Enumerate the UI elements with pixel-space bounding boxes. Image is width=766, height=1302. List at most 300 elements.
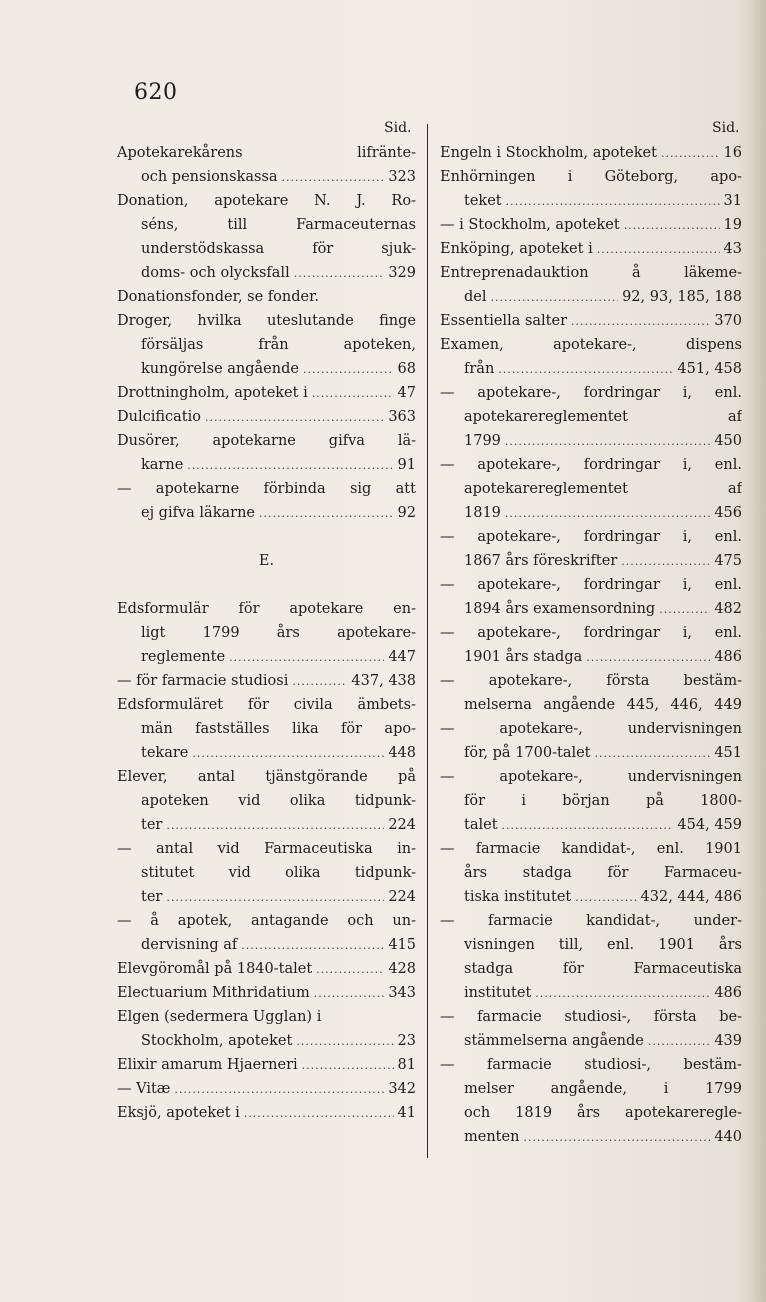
page-reference: 482 xyxy=(714,601,742,617)
entry-word: farmacie xyxy=(487,913,553,929)
entry-word: fordringar xyxy=(583,457,660,473)
entry-word: angående xyxy=(543,697,616,713)
index-entry-line xyxy=(440,669,742,693)
entry-word: fordringar xyxy=(583,577,660,593)
leader-dots xyxy=(303,358,394,381)
entry-word: och xyxy=(464,1105,491,1121)
page-spine-shadow xyxy=(752,0,766,1302)
entry-word: apotekarereglementet xyxy=(464,481,628,497)
entry-word: apo- xyxy=(710,169,742,185)
entry-text: Eksjö, apoteket i xyxy=(117,1105,240,1121)
entry-text: 1819 xyxy=(464,505,501,521)
entry-word: fastställes xyxy=(195,721,270,737)
index-entry-line xyxy=(440,333,742,357)
entry-word: séns, xyxy=(141,217,179,233)
page-reference: 447 xyxy=(388,649,416,665)
index-entry-line xyxy=(440,885,742,909)
page-reference: 428 xyxy=(388,961,416,977)
index-entry-line xyxy=(117,933,416,957)
entry-word: i xyxy=(567,169,573,185)
entry-word: apoteken, xyxy=(343,337,416,353)
entry-word: — xyxy=(117,841,132,857)
index-entry-line xyxy=(117,693,416,717)
page-reference: 41 xyxy=(397,1105,416,1121)
leader-dots xyxy=(229,646,384,669)
entry-word: studiosi-, xyxy=(564,1009,632,1025)
entry-word: in- xyxy=(397,841,416,857)
entry-word: för xyxy=(312,241,334,257)
entry-text: 1901 års stadga xyxy=(464,649,583,665)
entry-word: melser xyxy=(464,1081,514,1097)
index-entry-line xyxy=(117,813,416,837)
index-entry-line xyxy=(440,165,742,189)
index-entry-line xyxy=(440,741,742,765)
entry-word: farmacie xyxy=(477,1009,542,1025)
index-entry-line xyxy=(440,309,742,333)
index-entry-line xyxy=(117,957,416,981)
entry-word: män xyxy=(141,721,173,737)
entry-word: 446, xyxy=(670,697,703,713)
index-entry-line xyxy=(117,453,416,477)
entry-text: Electuarium Mithridatium xyxy=(117,985,310,1001)
entry-word: enl. xyxy=(714,529,742,545)
index-entry-line xyxy=(440,1125,742,1149)
entry-text: Enköping, apoteket i xyxy=(440,241,593,257)
entry-word: fordringar xyxy=(583,625,660,641)
entry-word: för xyxy=(464,793,486,809)
entry-word: apoteken xyxy=(141,793,209,809)
leader-dots xyxy=(294,262,385,285)
leader-dots xyxy=(595,742,711,765)
entry-word: kandidat-, xyxy=(586,913,661,929)
entry-word: vid xyxy=(217,841,240,857)
entry-word: i, xyxy=(682,577,692,593)
entry-word: Examen, xyxy=(440,337,504,353)
entry-word: Ro- xyxy=(391,193,416,209)
entry-word: apotekarne xyxy=(212,433,296,449)
entry-word: bestäm- xyxy=(683,673,742,689)
index-entry-line xyxy=(117,357,416,381)
entry-word: af xyxy=(727,481,742,497)
entry-word: apotekare xyxy=(289,601,364,617)
entry-text: 1867 års föreskrifter xyxy=(464,553,618,569)
leader-dots xyxy=(312,382,394,405)
index-entry-line xyxy=(440,765,742,789)
leader-dots xyxy=(498,358,673,381)
leader-dots xyxy=(659,598,710,621)
entry-word: — xyxy=(440,913,455,929)
leader-dots xyxy=(661,142,720,165)
index-entry-line xyxy=(440,141,742,165)
entry-word: en- xyxy=(393,601,416,617)
index-entry-line xyxy=(440,933,742,957)
entry-word: gifva xyxy=(328,433,365,449)
leader-dots xyxy=(244,1102,394,1125)
entry-word: 1799 xyxy=(202,625,240,641)
page-reference: 451, 458 xyxy=(677,361,742,377)
index-entry-line xyxy=(117,717,416,741)
entry-word: uteslutande xyxy=(266,313,354,329)
entry-text: Elixir amarum Hjaerneri xyxy=(117,1057,298,1073)
index-entry-line xyxy=(117,261,416,285)
page-reference: 363 xyxy=(388,409,416,425)
entry-text: talet xyxy=(464,817,498,833)
page-reference: 224 xyxy=(388,817,416,833)
entry-word: apo- xyxy=(384,721,416,737)
entry-word: Farmaceutiska xyxy=(633,961,742,977)
leader-dots xyxy=(575,886,636,909)
entry-word: apotekare-, xyxy=(477,457,561,473)
leader-dots xyxy=(187,454,393,477)
page-reference: 415 xyxy=(388,937,416,953)
entry-word: 449 xyxy=(714,697,742,713)
entry-word: års xyxy=(464,865,488,881)
entry-word: Donation, xyxy=(117,193,189,209)
leader-dots xyxy=(241,934,384,957)
entry-word: apotekare-, xyxy=(499,721,583,737)
index-entry-line xyxy=(117,1077,416,1101)
entry-word: stadga xyxy=(464,961,514,977)
leader-dots xyxy=(314,982,385,1005)
entry-word: i, xyxy=(682,625,692,641)
entry-text: menten xyxy=(464,1129,520,1145)
page-reference: 47 xyxy=(397,385,416,401)
entry-word: apotekare-, xyxy=(477,625,561,641)
page-reference: 68 xyxy=(397,361,416,377)
index-entry-line xyxy=(440,693,742,717)
index-entry-line xyxy=(440,213,742,237)
entry-word: dispens xyxy=(685,337,742,353)
entry-word: antal xyxy=(197,769,235,785)
entry-word: Apotekarekårens xyxy=(117,145,243,161)
entry-word: Farmaceuternas xyxy=(296,217,416,233)
entry-word: stitutet xyxy=(141,865,195,881)
entry-word: olika xyxy=(289,793,326,809)
page-reference: 19 xyxy=(723,217,742,233)
entry-word: för xyxy=(607,865,629,881)
entry-word: första xyxy=(653,1009,697,1025)
entry-word: fordringar xyxy=(583,529,660,545)
entry-word: års xyxy=(276,625,300,641)
index-entry-line xyxy=(440,525,742,549)
leader-dots xyxy=(292,670,347,693)
index-entry-line xyxy=(440,261,742,285)
entry-word: finge xyxy=(379,313,416,329)
leader-dots xyxy=(506,190,720,213)
entry-text: Essentiella salter xyxy=(440,313,568,329)
entry-word: till, xyxy=(558,937,584,953)
leader-dots xyxy=(166,814,384,837)
index-entry-line xyxy=(117,981,416,1005)
index-entry-line xyxy=(440,549,742,573)
entry-word: sig xyxy=(349,481,372,497)
entry-word: understödskassa xyxy=(141,241,265,257)
entry-word: fordringar xyxy=(583,385,660,401)
entry-word: Edsformuläret xyxy=(117,697,224,713)
entry-word: — xyxy=(440,577,455,593)
entry-word: farmacie xyxy=(475,841,541,857)
page-reference: 92, 93, 185, 188 xyxy=(622,289,742,305)
index-entry-line xyxy=(440,405,742,429)
index-entry-line xyxy=(117,405,416,429)
index-entry-line xyxy=(117,477,416,501)
entry-word: å xyxy=(150,913,159,929)
entry-text: från xyxy=(464,361,495,377)
column-divider xyxy=(427,124,428,1158)
index-entry-line xyxy=(117,501,416,525)
entry-word: — xyxy=(440,625,455,641)
index-entry-line xyxy=(440,981,742,1005)
page-reference: 456 xyxy=(714,505,742,521)
entry-word: — xyxy=(117,481,132,497)
entry-text: institutet xyxy=(464,985,532,1001)
index-entry-line xyxy=(440,237,742,261)
entry-word: tjänstgörande xyxy=(265,769,368,785)
entry-word: Dusörer, xyxy=(117,433,180,449)
index-entry-line xyxy=(117,621,416,645)
page-reference: 437, 438 xyxy=(351,673,416,689)
entry-word: för xyxy=(341,721,363,737)
entry-text: Engeln i Stockholm, apoteket xyxy=(440,145,657,161)
entry-text: dervisning af xyxy=(141,937,238,953)
index-entry-line xyxy=(440,861,742,885)
page-reference: 342 xyxy=(388,1081,416,1097)
entry-word: apotekarne xyxy=(155,481,240,497)
page-reference: 16 xyxy=(723,145,742,161)
index-entry-line xyxy=(440,429,742,453)
entry-word: å xyxy=(632,265,641,281)
entry-word: enl. xyxy=(714,385,742,401)
entry-word: 1901 xyxy=(658,937,695,953)
entry-word: förbinda xyxy=(263,481,326,497)
entry-word: — xyxy=(440,721,455,737)
entry-word: för xyxy=(562,961,584,977)
entry-word: N. xyxy=(314,193,331,209)
page-reference: 323 xyxy=(388,169,416,185)
index-entry-line xyxy=(440,909,742,933)
entry-text: ter xyxy=(141,889,163,905)
page-reference: 343 xyxy=(388,985,416,1001)
entry-text: ter xyxy=(141,817,163,833)
entry-word: Entreprenadauktion xyxy=(440,265,589,281)
entry-word: apotekareregle- xyxy=(625,1105,742,1121)
entry-word: hvilka xyxy=(197,313,242,329)
leader-dots xyxy=(505,430,710,453)
entry-text: Elevgöromål på 1840-talet xyxy=(117,961,313,977)
entry-word: apotekare-, xyxy=(477,529,561,545)
page-reference: 81 xyxy=(397,1057,416,1073)
entry-word: att xyxy=(395,481,416,497)
entry-word: sjuk- xyxy=(381,241,416,257)
entry-word: början xyxy=(562,793,610,809)
entry-word: lifränte- xyxy=(357,145,416,161)
index-entry-line xyxy=(117,861,416,885)
entry-word: ligt xyxy=(141,625,166,641)
index-entry-line xyxy=(117,1029,416,1053)
entry-word: års xyxy=(577,1105,601,1121)
page-reference: 432, 444, 486 xyxy=(640,889,742,905)
right-index-column xyxy=(440,141,742,1149)
entry-word: enl. xyxy=(714,625,742,641)
entry-word: enl. xyxy=(714,457,742,473)
page-reference: 486 xyxy=(714,985,742,1001)
entry-word: enl. xyxy=(607,937,635,953)
entry-text: tekare xyxy=(141,745,189,761)
index-entry-line xyxy=(117,165,416,189)
page-reference: 92 xyxy=(397,505,416,521)
spacer xyxy=(117,573,416,597)
entry-word: Enhörningen xyxy=(440,169,536,185)
entry-word: un- xyxy=(392,913,416,929)
index-entry-line xyxy=(440,813,742,837)
entry-word: på xyxy=(398,769,416,785)
entry-word: för xyxy=(238,601,260,617)
entry-word: lika xyxy=(291,721,319,737)
entry-text: karne xyxy=(141,457,184,473)
index-entry-line xyxy=(117,765,416,789)
leader-dots xyxy=(621,550,710,573)
leader-dots xyxy=(571,310,710,333)
leader-dots xyxy=(535,982,710,1005)
entry-text: kungörelse angående xyxy=(141,361,299,377)
index-entry-line xyxy=(440,789,742,813)
entry-text: del xyxy=(464,289,487,305)
entry-word: under- xyxy=(693,913,742,929)
leader-dots xyxy=(174,1078,384,1101)
index-entry-line xyxy=(440,837,742,861)
leader-dots xyxy=(316,958,384,981)
entry-word: — xyxy=(440,385,455,401)
leader-dots xyxy=(491,286,619,309)
entry-text: — Vitæ xyxy=(117,1081,171,1097)
index-entry-line xyxy=(440,1053,742,1077)
leader-dots xyxy=(296,1030,393,1053)
entry-word: vid xyxy=(228,865,251,881)
page-reference: 23 xyxy=(397,1033,416,1049)
index-entry-line xyxy=(117,309,416,333)
entry-word: — xyxy=(440,1009,455,1025)
page-reference: 450 xyxy=(714,433,742,449)
entry-word: tidpunk- xyxy=(354,793,416,809)
entry-word: stadga xyxy=(522,865,572,881)
entry-word: apotekare-, xyxy=(553,337,637,353)
entry-word: civila xyxy=(293,697,333,713)
entry-word: enl. xyxy=(656,841,684,857)
leader-dots xyxy=(192,742,384,765)
index-entry-line xyxy=(440,477,742,501)
entry-word: bestäm- xyxy=(683,1057,742,1073)
page-reference: 43 xyxy=(723,241,742,257)
index-entry-line xyxy=(440,957,742,981)
index-entry-line: Donationsfonder, se fonder. xyxy=(117,289,320,305)
right-column-heading: Sid. xyxy=(712,120,740,136)
index-entry-line xyxy=(440,1005,742,1029)
entry-word: års xyxy=(718,937,742,953)
leader-dots xyxy=(259,502,394,525)
entry-word: försäljas xyxy=(141,337,204,353)
index-entry-line xyxy=(117,333,416,357)
entry-word: Göteborg, xyxy=(604,169,679,185)
entry-text: ej gifva läkarne xyxy=(141,505,255,521)
section-letter-heading: E. xyxy=(258,553,275,569)
index-entry-line xyxy=(440,381,742,405)
index-entry-line xyxy=(440,189,742,213)
entry-word: olika xyxy=(285,865,321,881)
page-reference: 329 xyxy=(388,265,416,281)
entry-word: af xyxy=(727,409,742,425)
index-entry-line xyxy=(440,1101,742,1125)
entry-text: för, på 1700-talet xyxy=(464,745,591,761)
index-entry-line xyxy=(117,837,416,861)
entry-text: doms- och olycksfall xyxy=(141,265,290,281)
page-reference: 486 xyxy=(714,649,742,665)
entry-word: enl. xyxy=(714,577,742,593)
entry-word: till xyxy=(227,217,248,233)
entry-word: farmacie xyxy=(487,1057,552,1073)
index-entry-line xyxy=(440,285,742,309)
entry-word: på xyxy=(645,793,664,809)
entry-word: ämbets- xyxy=(357,697,416,713)
entry-word: apotekarereglementet xyxy=(464,409,628,425)
left-column-heading: Sid. xyxy=(384,120,412,136)
leader-dots xyxy=(505,502,710,525)
index-entry-line xyxy=(117,669,416,693)
leader-dots xyxy=(624,214,720,237)
page-reference: 451 xyxy=(714,745,742,761)
leader-dots xyxy=(502,814,674,837)
entry-word: i xyxy=(663,1081,669,1097)
entry-word: Farmaceutiska xyxy=(264,841,373,857)
entry-word: studiosi-, xyxy=(584,1057,652,1073)
index-entry-line xyxy=(440,501,742,525)
index-entry-line xyxy=(440,453,742,477)
entry-text: och pensionskassa xyxy=(141,169,278,185)
index-entry-line xyxy=(117,1053,416,1077)
entry-word: apotekare-, xyxy=(499,769,583,785)
entry-text: Drottningholm, apoteket i xyxy=(117,385,308,401)
index-entry-line xyxy=(440,621,742,645)
page-reference: 475 xyxy=(714,553,742,569)
entry-word: — xyxy=(440,529,455,545)
entry-word: första xyxy=(606,673,650,689)
entry-word: Elever, xyxy=(117,769,168,785)
leader-dots xyxy=(282,166,385,189)
index-entry-line xyxy=(117,381,416,405)
entry-word: apotekare-, xyxy=(488,673,573,689)
index-entry-line xyxy=(117,789,416,813)
entry-word: och xyxy=(347,913,374,929)
entry-word: — xyxy=(440,841,455,857)
entry-word: 1799 xyxy=(705,1081,742,1097)
index-entry-line xyxy=(117,909,416,933)
index-entry-line xyxy=(440,357,742,381)
entry-word: be- xyxy=(719,1009,742,1025)
index-entry-line xyxy=(117,597,416,621)
index-entry-line xyxy=(440,597,742,621)
leader-dots xyxy=(597,238,720,261)
entry-word: apotekare- xyxy=(337,625,416,641)
entry-word: — xyxy=(440,769,455,785)
leader-dots xyxy=(586,646,710,669)
entry-word: Edsformulär xyxy=(117,601,209,617)
entry-word: antagande xyxy=(251,913,329,929)
index-entry-line xyxy=(440,717,742,741)
entry-word: angående, xyxy=(550,1081,627,1097)
entry-word: undervisningen xyxy=(627,721,742,737)
entry-word: för xyxy=(247,697,269,713)
entry-word: — xyxy=(117,913,132,929)
entry-word: 445, xyxy=(626,697,659,713)
